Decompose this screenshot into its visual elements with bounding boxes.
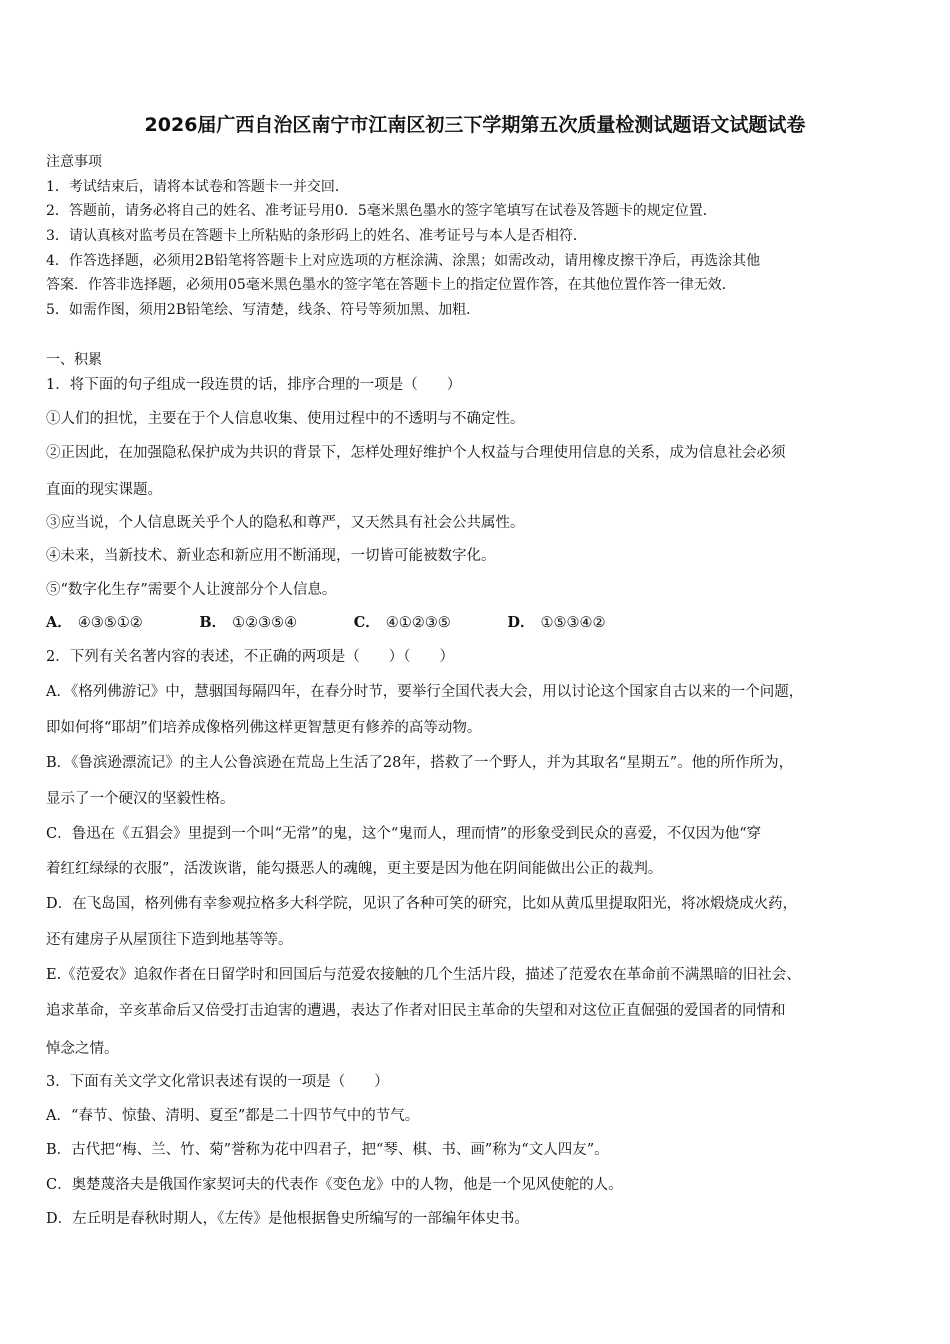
option-text: ①⑤③④② [540, 615, 606, 631]
question-1-stem: 1．将下面的句子组成一段连贯的话，排序合理的一项是（ ） [46, 377, 462, 393]
q2-option-b-cont: 显示了一个硬汉的坚毅性格。 [46, 791, 235, 807]
q1-sentence-3: ③应当说，个人信息既关乎个人的隐私和尊严，又天然具有社会公共属性。 [46, 515, 525, 531]
q3-option-b[interactable]: B．古代把“梅、兰、竹、菊”誉称为花中四君子，把“琴、棋、书、画”称为“文人四友”。 [46, 1142, 609, 1158]
q1-option-d[interactable] [507, 613, 605, 633]
notice-item: 1．考试结束后，请将本试卷和答题卡一并交回． [46, 179, 349, 195]
notice-item: 2．答题前，请务必将自己的姓名、准考证号用0．5毫米黑色墨水的签字笔填写在试卷及答题卡的规定位置． [46, 203, 717, 219]
page-title: 2026届广西自治区南宁市江南区初三下学期第五次质量检测试题语文试题试卷 [144, 114, 806, 136]
question-2-stem: 2．下列有关名著内容的表述，不正确的两项是（ ）（ ） [46, 649, 454, 665]
q2-option-b[interactable]: B．《鲁滨逊漂流记》的主人公鲁滨逊在荒岛上生活了28年，搭救了一个野人，并为其取名“星期五”。他的所作所为， [46, 755, 794, 771]
notice-item: 4．作答选择题，必须用2B铅笔将答题卡上对应选项的方框涂满、涂黑；如需改动，请用橡皮擦干净后，再选涂其他 [46, 253, 761, 269]
q3-option-d[interactable]: D．左丘明是春秋时期人，《左传》是他根据鲁史所编写的一部编年体史书。 [46, 1211, 529, 1227]
q2-option-c[interactable]: C．鲁迅在《五猖会》里提到一个叫“无常”的鬼，这个“鬼而人，理而情”的形象受到民众的喜爱，不仅因为他“穿 [46, 826, 762, 842]
q3-option-a[interactable]: A．“春节、惊蛰、清明、夏至”都是二十四节气中的节气。 [46, 1108, 420, 1124]
option-text: ④③⑤①② [77, 615, 143, 631]
option-label: B． [199, 614, 227, 631]
q2-option-c-cont: 着红红绿绿的衣服”，活泼诙谐，能勾摄恶人的魂魄，更主要是因为他在阴间能做出公正的裁判。 [46, 861, 663, 877]
option-label: C． [353, 614, 380, 631]
q1-sentence-2: ②正因此，在加强隐私保护成为共识的背景下，怎样处理好维护个人权益与合理使用信息的关系，成为信息社会必须 [46, 445, 786, 461]
question-3-stem: 3．下面有关文学文化常识表述有误的一项是（ ） [46, 1074, 389, 1090]
q2-option-a-cont: 即如何将“耶胡”们培养成像格列佛这样更智慧更有修养的高等动物。 [46, 720, 482, 736]
q1-sentence-2-cont: 直面的现实课题。 [46, 482, 162, 498]
q1-option-b[interactable] [199, 613, 297, 633]
q2-option-e-cont: 追求革命，辛亥革命后又倍受打击迫害的遭遇，表达了作者对旧民主革命的失望和对这位正直倔强的爱国者的同情和 [46, 1003, 786, 1019]
option-label: D． [507, 614, 535, 631]
q3-option-c[interactable]: C．奥楚蔑洛夫是俄国作家契诃夫的代表作《变色龙》中的人物，他是一个见风使舵的人。 [46, 1177, 623, 1193]
notice-item: 3．请认真核对监考员在答题卡上所粘贴的条形码上的姓名、准考证号与本人是否相符． [46, 228, 587, 244]
q2-option-e[interactable]: E.《范爱农》追叙作者在日留学时和回国后与范爱农接触的几个生活片段，描述了范爱农在革命前不满黑暗的旧社会、 [46, 967, 801, 983]
q2-option-e-cont: 悼念之情。 [46, 1041, 119, 1057]
option-label: A． [46, 614, 72, 631]
q1-options [46, 613, 920, 633]
q2-option-d[interactable]: D．在飞岛国，格列佛有幸参观拉格多大科学院，见识了各种可笑的研究，比如从黄瓜里提取阳光，将冰煅烧成火药， [46, 896, 798, 912]
q1-sentence-5: ⑤“数字化生存”需要个人让渡部分个人信息。 [46, 582, 337, 598]
notice-item: 答案．作答非选择题，必须用05毫米黑色墨水的签字笔在答题卡上的指定位置作答，在其他位置作答一律无效． [46, 277, 736, 293]
q2-option-d-cont: 还有建房子从屋顶往下造到地基等等。 [46, 932, 293, 948]
notice-heading: 注意事项 [46, 154, 102, 170]
notice-item: 5．如需作图，须用2B铅笔绘、写清楚，线条、符号等须加黑、加粗． [46, 302, 481, 318]
option-text: ④①②③⑤ [385, 615, 451, 631]
q2-option-a[interactable]: A．《格列佛游记》中，慧骃国每隔四年，在春分时节，要举行全国代表大会，用以讨论这个国家自古以来的一个问题， [46, 684, 804, 700]
section-heading: 一、积累 [46, 352, 102, 368]
q1-sentence-1: ①人们的担忧，主要在于个人信息收集、使用过程中的不透明与不确定性。 [46, 411, 525, 427]
q1-option-a[interactable] [46, 613, 143, 633]
q1-sentence-4: ④未来，当新技术、新业态和新应用不断涌现，一切皆可能被数字化。 [46, 548, 496, 564]
option-text: ①②③⑤④ [232, 615, 298, 631]
q1-option-c[interactable] [354, 613, 451, 633]
